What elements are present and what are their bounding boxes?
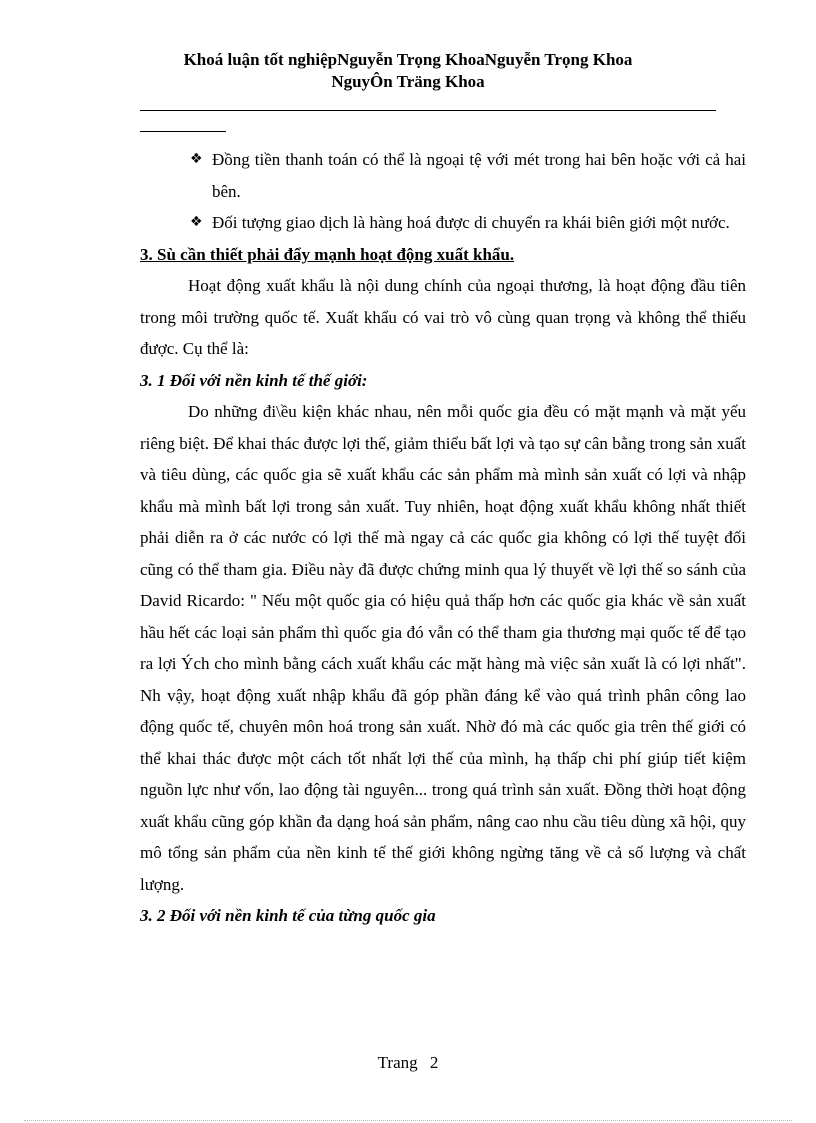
- bullet-text: Đối tượng giao dịch là hàng hoá được di chuyển ra khái biên giới một nước.: [212, 213, 730, 232]
- document-body: [140, 144, 746, 932]
- header-rule-short: [140, 131, 226, 132]
- paragraph: Hoạt động xuất khẩu là nội dung chính của ngoại thương, là hoạt động đầu tiên trong môi trường quốc tế. Xuất khẩu có vai trò vô cùng quan trọng và không thể thiếu được. Cụ thể là:: [140, 276, 746, 358]
- page-header-title: Khoá luận tốt nghiệpNguyễn Trọng KhoaNguyễn Trọng Khoa: [183, 50, 633, 69]
- section-heading: 3. Sù cần thiết phải đẩy mạnh hoạt động xuất khẩu.: [140, 244, 515, 264]
- bullet-text: Đồng tiền thanh toán có thể là ngoại tệ với mét trong hai bên hoặc với cả hai bên.: [212, 150, 746, 201]
- diamond-bullet-icon: ❖: [190, 151, 203, 167]
- page-header-subtitle: NguyÔn Träng Khoa: [331, 72, 485, 91]
- page-number: 2: [429, 1053, 439, 1072]
- page-bottom-border: [24, 1120, 792, 1121]
- page-footer: [0, 1053, 816, 1073]
- header-rule: [140, 110, 716, 111]
- bullet-item: [140, 207, 746, 239]
- paragraph: Do những đi\ều kiện khác nhau, nên mỗi quốc gia đều có mặt mạnh và mặt yếu riêng biệt. Để khai thác được lợi thế, giảm thiểu bất lợi và tạo sự cân bằng trong sản xuất và tiêu dùng, các quốc gia sẽ xuất khẩu các sản phẩm mà mình sản xuất có lợi và nhập khẩu mà mình bất lợi trong sản xuất. Tuy nhiên, hoạt động xuất khẩu không nhất thiết phải diễn ra ở các nước có lợi thế mà ngay cả các quốc gia không có lợi thế tuyệt đối cũng có thể tham gia. Điều này đã được chứng minh qua lý thuyết về lợi thế so sánh của David Ricardo: " Nếu một quốc gia có hiệu quả thấp hơn các quốc gia khác về sản xuất hầu hết các loại sản phẩm thì quốc gia đó vẫn có thể tham gia thương mại quốc tế để tạo ra lợi Ých cho mình bằng cách xuất khẩu các mặt hàng mà việc sản xuất là có lợi nhất". Nh vậy, hoạt động xuất nhập khẩu đã góp phần đáng kể vào quá trình phân công lao động quốc tế, chuyên môn hoá trong sản xuất. Nhờ đó mà các quốc gia trên thế giới có thể khai thác được một cách tốt nhất lợi thế của mình, hạ thấp chi phí giúp tiết kiệm nguồn lực như vốn, lao động tài nguyên... trong quá trình sản xuất. Đồng thời hoạt động xuất khẩu cũng góp khần đa dạng hoá sản phẩm, nâng cao nhu cầu tiêu dùng xã hội, quy mô tổng sản phẩm của nền kinh tế thế giới không ngừng tăng về cả số lượng và chất lượng.: [140, 402, 746, 894]
- diamond-bullet-icon: ❖: [190, 214, 203, 230]
- bullet-item: [140, 144, 746, 207]
- subsection-heading: 3. 1 Đối với nền kinh tế thế giới:: [140, 370, 368, 390]
- page-label: Trang: [377, 1053, 418, 1072]
- subsection-heading: 3. 2 Đối với nền kinh tế của từng quốc gia: [140, 906, 436, 925]
